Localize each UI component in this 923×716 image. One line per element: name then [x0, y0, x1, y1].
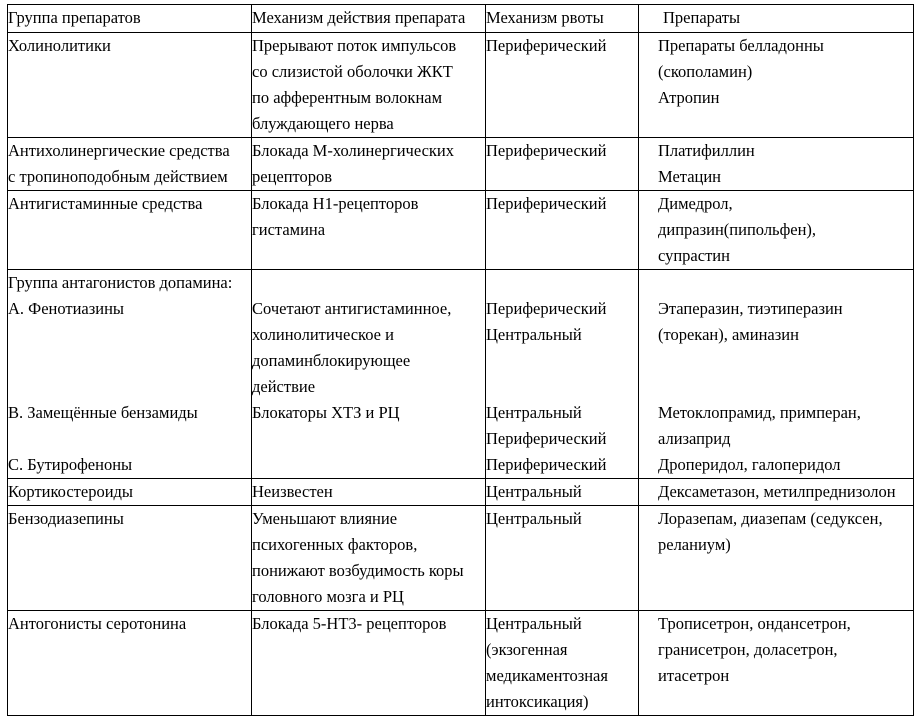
- cell-line: Центральный: [486, 509, 582, 528]
- cell-line: [658, 374, 913, 400]
- vomiting-cell: [486, 506, 639, 611]
- cell-line: Центральный: [486, 614, 582, 633]
- cell-line: Бензодиазепины: [8, 509, 124, 528]
- mechanism-cell: [252, 506, 486, 611]
- header-row: [8, 5, 914, 33]
- cell-line: Сочетают антигистаминное,: [252, 299, 452, 318]
- group-cell: [8, 479, 252, 506]
- drugs-cell: [639, 191, 914, 270]
- cell-line: Периферический: [486, 36, 607, 55]
- vomiting-cell: [486, 33, 639, 138]
- header-group: Группа препаратов: [8, 5, 252, 33]
- cell-line: С. Бутирофеноны: [8, 455, 133, 474]
- cell-line: Центральный: [486, 482, 582, 501]
- cell-line: [486, 270, 638, 296]
- group-cell: [8, 611, 252, 716]
- cell-line: Группа антагонистов допамина:: [8, 273, 233, 292]
- cell-line: со слизистой оболочки ЖКТ: [252, 62, 453, 81]
- cell-line: Неизвестен: [252, 482, 333, 501]
- cell-line: Блокада 5-НТ3- рецепторов: [252, 614, 447, 633]
- drugs-cell: [639, 270, 914, 479]
- cell-line: Блокаторы ХТЗ и РЦ: [252, 403, 400, 422]
- cell-line: [252, 270, 485, 296]
- cell-line: [8, 322, 251, 348]
- cell-line: Дексаметазон, метилпреднизолон: [658, 482, 896, 501]
- cell-line: итасетрон: [658, 666, 730, 685]
- vomiting-cell: [486, 611, 639, 716]
- cell-line: Блокада Н1-рецепторов: [252, 194, 419, 213]
- cell-line: [658, 348, 913, 374]
- table-row: [8, 479, 914, 506]
- drugs-cell: [639, 33, 914, 138]
- table-row: [8, 611, 914, 716]
- mechanism-cell: [252, 138, 486, 191]
- cell-line: (торекан), аминазин: [658, 325, 799, 344]
- group-cell: [8, 270, 252, 479]
- group-cell: [8, 33, 252, 138]
- drugs-cell: [639, 611, 914, 716]
- cell-line: Антигистаминные средства: [8, 194, 203, 213]
- cell-line: медикаментозная: [486, 666, 608, 685]
- cell-line: Дроперидол, галоперидол: [658, 455, 841, 474]
- cell-line: головного мозга и РЦ: [252, 587, 404, 606]
- mechanism-cell: [252, 33, 486, 138]
- cell-line: Метацин: [658, 167, 722, 186]
- table-row: [8, 506, 914, 611]
- cell-line: понижают возбудимость коры: [252, 561, 464, 580]
- cell-line: Этаперазин, тиэтиперазин: [658, 299, 843, 318]
- cell-line: Кортикостероиды: [8, 482, 134, 501]
- drugs-cell: [639, 506, 914, 611]
- cell-line: Препараты белладонны: [658, 36, 824, 55]
- drugs-cell: [639, 479, 914, 506]
- cell-line: Периферический: [486, 194, 607, 213]
- cell-line: допаминблокирующее: [252, 351, 411, 370]
- cell-line: Центральный: [486, 325, 582, 344]
- cell-line: (скополамин): [658, 62, 753, 81]
- cell-line: [658, 270, 913, 296]
- vomiting-cell: [486, 479, 639, 506]
- cell-line: Метоклопрамид, примперан,: [658, 403, 861, 422]
- cell-line: Лоразепам, диазепам (седуксен,: [658, 509, 883, 528]
- cell-line: Периферический: [486, 429, 607, 448]
- mechanism-cell: [252, 191, 486, 270]
- cell-line: Периферический: [486, 455, 607, 474]
- cell-line: интоксикация): [486, 692, 589, 711]
- header-drugs: Препараты: [639, 5, 914, 33]
- cell-line: Блокада М-холинергических: [252, 141, 455, 160]
- table-row: [8, 33, 914, 138]
- cell-line: [486, 348, 638, 374]
- table-row: [8, 191, 914, 270]
- cell-line: супрастин: [658, 246, 730, 265]
- cell-line: действие: [252, 377, 316, 396]
- cell-line: гистамина: [252, 220, 326, 239]
- cell-line: по афферентным волокнам: [252, 88, 443, 107]
- mechanism-cell: [252, 611, 486, 716]
- cell-line: [8, 426, 251, 452]
- cell-line: Центральный: [486, 403, 582, 422]
- cell-line: рецепторов: [252, 167, 333, 186]
- cell-line: [8, 374, 251, 400]
- vomiting-cell: [486, 191, 639, 270]
- cell-line: А. Фенотиазины: [8, 299, 125, 318]
- vomiting-cell: [486, 270, 639, 479]
- group-cell: [8, 506, 252, 611]
- table-row: [8, 138, 914, 191]
- cell-line: Антихолинергические средства: [8, 141, 230, 160]
- cell-line: Периферический: [486, 141, 607, 160]
- cell-line: Периферический: [486, 299, 607, 318]
- table-row: [8, 270, 914, 479]
- header-mechanism: Механизм действия препарата: [252, 5, 486, 33]
- cell-line: Трописетрон, ондансетрон,: [658, 614, 851, 633]
- cell-line: с тропиноподобным действием: [8, 167, 228, 186]
- cell-line: В. Замещённые бензамиды: [8, 403, 198, 422]
- cell-line: Платифиллин: [658, 141, 755, 160]
- cell-line: (экзогенная: [486, 640, 568, 659]
- vomiting-cell: [486, 138, 639, 191]
- drug-table: [7, 4, 914, 716]
- cell-line: гранисетрон, доласетрон,: [658, 640, 838, 659]
- cell-line: блуждающего нерва: [252, 114, 394, 133]
- cell-line: Атропин: [658, 88, 720, 107]
- group-cell: [8, 138, 252, 191]
- mechanism-cell: [252, 270, 486, 479]
- cell-line: Прерывают поток импульсов: [252, 36, 457, 55]
- cell-line: Холинолитики: [8, 36, 111, 55]
- cell-line: реланиум): [658, 535, 731, 554]
- cell-line: [8, 348, 251, 374]
- cell-line: холинолитическое и: [252, 325, 394, 344]
- drugs-cell: [639, 138, 914, 191]
- group-cell: [8, 191, 252, 270]
- cell-line: [486, 374, 638, 400]
- cell-line: дипразин(пипольфен),: [658, 220, 817, 239]
- cell-line: Уменьшают влияние: [252, 509, 398, 528]
- cell-line: ализаприд: [658, 429, 731, 448]
- cell-line: психогенных факторов,: [252, 535, 418, 554]
- cell-line: Антогонисты серотонина: [8, 614, 187, 633]
- cell-line: Димедрол,: [658, 194, 733, 213]
- header-vomiting: Механизм рвоты: [486, 5, 639, 33]
- mechanism-cell: [252, 479, 486, 506]
